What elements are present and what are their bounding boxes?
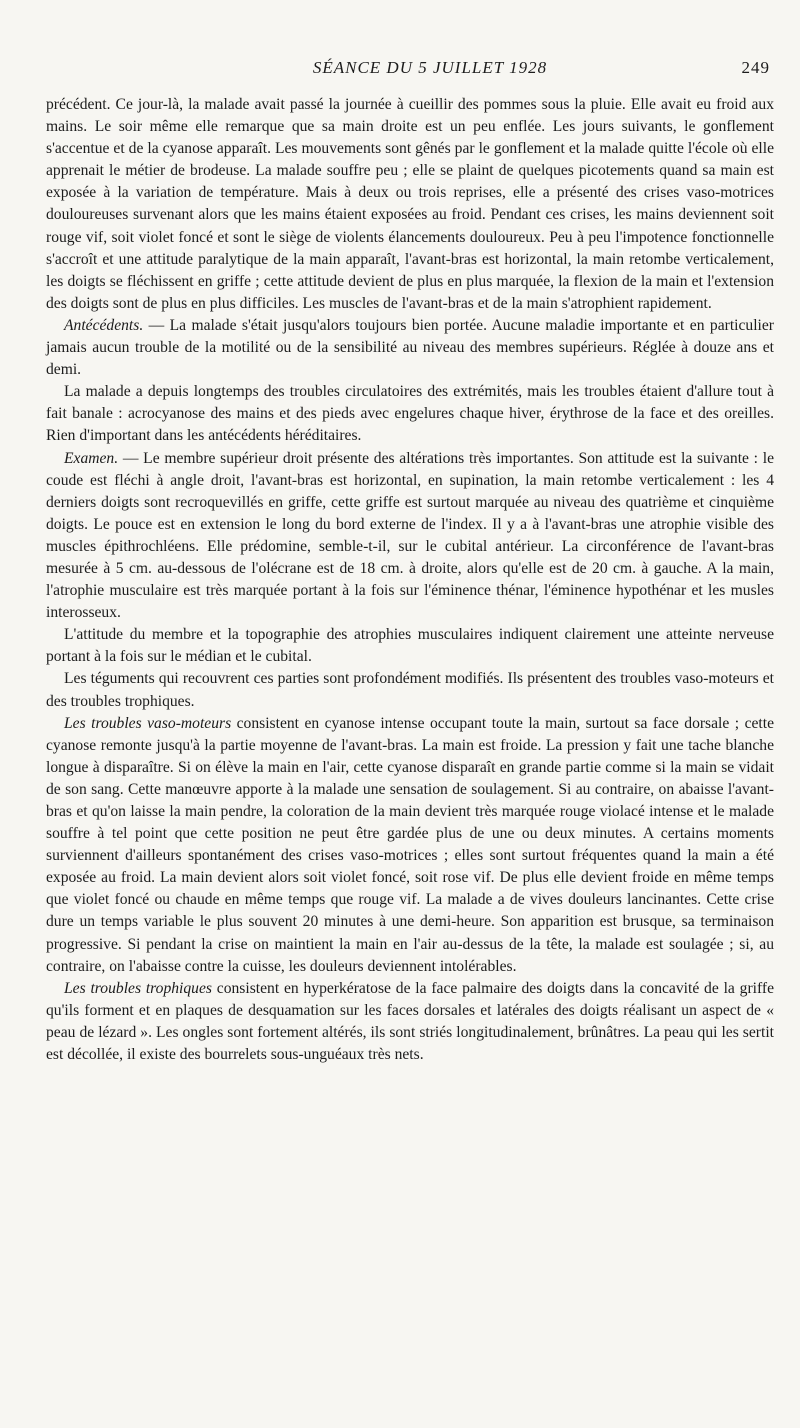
paragraph-text: L'attitude du membre et la topographie des atrophies musculaires indiquent clairement une atteinte nerveuse portant à la fois sur le médian et le cubital. (46, 626, 774, 666)
paragraph-antecedents (46, 315, 774, 381)
paragraph-lead: Les troubles trophiques (64, 979, 212, 997)
page-number: 249 (741, 58, 770, 77)
paragraph-lead: Les troubles vaso-moteurs (64, 714, 232, 732)
paragraph-lead: Examen. (64, 449, 119, 467)
paragraph-trophiques (46, 978, 774, 1066)
paragraph-text: — Le membre supérieur droit présente des altérations très importantes. Son attitude est la suivante : le coude est fléchi à angle droit, l'avant-bras est horizontal, en supination, la main retombe verticalement : les 4 derniers doigts sont recroquevillés en griffe, cette griffe est surtout marquée au niveau des quatrième et cinquième doigts. Le pouce est en extension le long du bord externe de l'index. Il y a à l'avant-bras une atrophie visible des muscles épithrochléens. Elle prédomine, semble-t-il, sur le cubital antérieur. La circonférence de l'avant-bras mesurée à 5 cm. au-dessous de l'olécrane est de 18 cm. à droite, alors qu'elle est de 20 cm. à gauche. A la main, l'atrophie musculaire est très marquée portant à la fois sur l'éminence thénar, l'éminence hypothénar et les musles interosseux. (46, 449, 774, 622)
paragraph-vaso-moteurs (46, 713, 774, 978)
running-head (46, 58, 774, 84)
body-text (46, 94, 774, 1066)
paragraph-text: consistent en cyanose intense occupant toute la main, surtout sa face dorsale ; cette cyanose remonte jusqu'à la partie moyenne de l'avant-bras. La main est froide. La pression y fait une tache blanche longue à disparaître. Si on élève la main en l'air, cette cyanose disparaît en grande partie comme si la main se vidait de son sang. Cette manœuvre apporte à la malade une sensation de soulagement. Si au contraire, on abaisse l'avant-bras et qu'on laisse la main pendre, la coloration de la main devient très marquée rouge violacé intense et le malade souffre à tel point que cette position ne peut être gardée plus de une ou deux minutes. A certains moments surviennent d'ailleurs spontanément des crises vaso-motrices ; elles sont surtout fréquentes quand la main a été exposée au froid. La main devient alors soit violet foncé, soit rose vif. De plus elle devient froide en même temps que violet foncé ou chaude en même temps que rouge vif. La malade a de vives douleurs lancinantes. Cette crise dure un temps variable le plus souvent 20 minutes à une demi-heure. Son apparition est brusque, sa terminaison progressive. Si pendant la crise on maintient la main en l'air au-dessus de la tête, la malade est soulagée ; si, au contraire, on l'abaisse contre la cuisse, les douleurs deviennent intolérables. (46, 714, 774, 975)
paragraph-lead: Antécédents. (64, 316, 144, 334)
paragraph-text: consistent en hyperkératose de la face palmaire des doigts dans la concavité de la griffe qu'ils forment et en plaques de desquamation sur les faces dorsales et latérales des doigts réalisant un aspect de « peau de lézard ». Les ongles sont fortement altérés, ils sont striés longitudinalement, brûnâtres. La peau qui les sertit est décollée, il existe des bourrelets sous-unguéaux très nets. (46, 979, 775, 1064)
paragraph-text: Les téguments qui recouvrent ces parties sont profondément modifiés. Ils présentent des troubles vaso-moteurs et des troubles trophiques. (46, 670, 774, 710)
paragraph-circulatory (46, 381, 774, 447)
paragraph-teguments (46, 668, 774, 712)
running-head-title: SÉANCE DU 5 JUILLET 1928 (312, 58, 548, 77)
paragraph-examen (46, 448, 774, 625)
paragraph-attitude (46, 624, 774, 668)
paragraph-text: précédent. Ce jour-là, la malade avait passé la journée à cueillir des pommes sous la pluie. Elle avait eu froid aux mains. Le soir même elle remarque que sa main droite est un peu enflée. Les jours suivants, le gonflement s'accentue et de la cyanose apparaît. Les mouvements sont gênés par le gonflement et la malade quitte l'école où elle apprenait le métier de brodeuse. La malade souffre peu ; elle se plaint de quelques picotements quand sa main est exposée à la variation de température. Mais à deux ou trois reprises, elle a présenté des crises vaso-motrices douloureuses survenant alors que les mains étaient exposées au froid. Pendant ces crises, les mains deviennent soit rouge vif, soit violet foncé et sont le siège de violents élancements douloureux. Peu à peu l'impotence fonctionnelle s'accroît et une attitude paralytique de la main apparaît, l'avant-bras est horizontal, la main retombe verticalement, les doigts se fléchissent en griffe ; cette attitude devient de plus en plus marquée, la flexion de la main et l'extension des doigts sont de plus en plus difficiles. Les muscles de l'avant-bras et de la main s'atrophient rapidement. (46, 96, 774, 312)
paragraph-text: — La malade s'était jusqu'alors toujours bien portée. Aucune maladie importante et en particulier jamais aucun trouble de la motilité ou de la sensibilité au niveau des membres supérieurs. Réglée à douze ans et demi. (46, 316, 774, 379)
paragraph-text: La malade a depuis longtemps des troubles circulatoires des extrémités, mais les troubles étaient d'allure tout à fait banale : acrocyanose des mains et des pieds avec engelures chaque hiver, érythrose de la face et des oreilles. Rien d'important dans les antécédents héréditaires. (46, 383, 774, 445)
paragraph-history (46, 94, 774, 315)
